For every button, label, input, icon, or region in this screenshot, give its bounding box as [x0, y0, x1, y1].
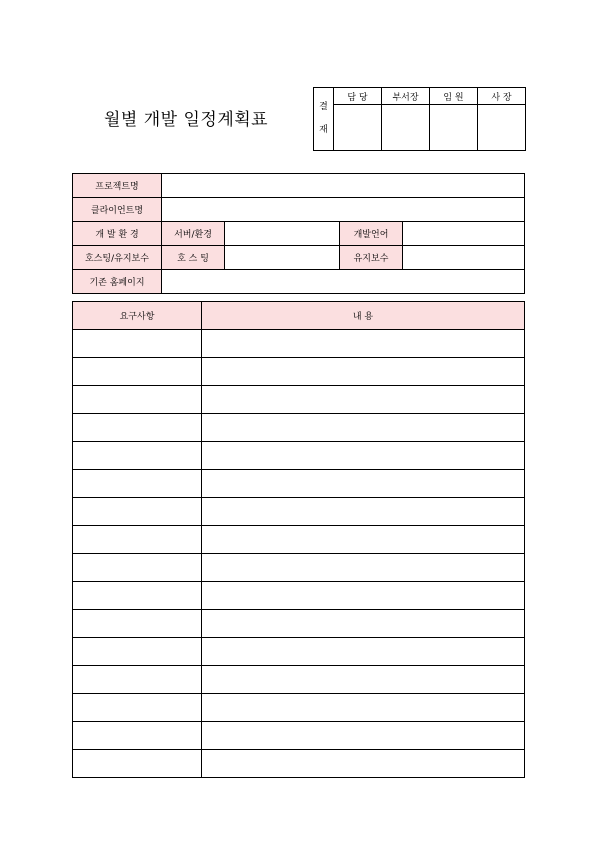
hosting-field[interactable]: [225, 246, 340, 270]
project-info-table: [72, 173, 525, 294]
content-cell[interactable]: [202, 470, 525, 498]
approval-col-dept-head: 부서장: [382, 88, 430, 105]
requirement-cell[interactable]: [73, 358, 202, 386]
dev-lang-label: 개발언어: [340, 222, 403, 246]
requirement-cell[interactable]: [73, 470, 202, 498]
table-row: [73, 666, 525, 694]
content-cell[interactable]: [202, 694, 525, 722]
requirement-cell[interactable]: [73, 330, 202, 358]
client-name-label: 클라이언트명: [73, 198, 162, 222]
content-cell[interactable]: [202, 414, 525, 442]
approval-col-executive: 임 원: [430, 88, 478, 105]
table-row: [73, 722, 525, 750]
requirements-header: 요구사항: [73, 302, 202, 330]
table-row: [73, 470, 525, 498]
project-name-label: 프로젝트명: [73, 174, 162, 198]
requirement-cell[interactable]: [73, 582, 202, 610]
dev-env-label: 개 발 환 경: [73, 222, 162, 246]
requirement-cell[interactable]: [73, 610, 202, 638]
approval-side-bottom: 재: [319, 125, 328, 135]
content-cell[interactable]: [202, 330, 525, 358]
content-cell[interactable]: [202, 526, 525, 554]
requirement-cell[interactable]: [73, 526, 202, 554]
server-env-label: 서버/환경: [162, 222, 225, 246]
approval-stamp-executive[interactable]: [430, 105, 478, 151]
requirements-table: [72, 301, 525, 778]
table-row: [73, 442, 525, 470]
content-cell[interactable]: [202, 442, 525, 470]
table-row: [73, 330, 525, 358]
approval-stamp-president[interactable]: [478, 105, 526, 151]
requirement-cell[interactable]: [73, 554, 202, 582]
client-name-field[interactable]: [162, 198, 525, 222]
table-row: [73, 750, 525, 778]
server-env-field[interactable]: [225, 222, 340, 246]
content-cell[interactable]: [202, 358, 525, 386]
table-row: [73, 610, 525, 638]
table-row: [73, 694, 525, 722]
requirement-cell[interactable]: [73, 750, 202, 778]
content-cell[interactable]: [202, 750, 525, 778]
table-row: [73, 554, 525, 582]
approval-side-top: 결: [319, 102, 328, 112]
approval-stamp-dept-head[interactable]: [382, 105, 430, 151]
content-cell[interactable]: [202, 498, 525, 526]
maintenance-label: 유지보수: [340, 246, 403, 270]
requirement-cell[interactable]: [73, 694, 202, 722]
approval-col-manager: 담 당: [334, 88, 382, 105]
maintenance-field[interactable]: [403, 246, 525, 270]
table-row: [73, 386, 525, 414]
table-row: [73, 582, 525, 610]
table-row: [73, 526, 525, 554]
homepage-field[interactable]: [162, 270, 525, 294]
content-cell[interactable]: [202, 386, 525, 414]
content-cell[interactable]: [202, 638, 525, 666]
content-cell[interactable]: [202, 582, 525, 610]
requirement-cell[interactable]: [73, 414, 202, 442]
requirement-cell[interactable]: [73, 442, 202, 470]
table-row: [73, 638, 525, 666]
content-cell[interactable]: [202, 666, 525, 694]
homepage-label: 기존 홈페이지: [73, 270, 162, 294]
content-header: 내 용: [202, 302, 525, 330]
content-cell[interactable]: [202, 610, 525, 638]
approval-col-president: 사 장: [478, 88, 526, 105]
requirement-cell[interactable]: [73, 722, 202, 750]
approval-side-label: [314, 88, 334, 151]
dev-lang-field[interactable]: [403, 222, 525, 246]
content-cell[interactable]: [202, 554, 525, 582]
page-title: 월별 개발 일정계획표: [104, 110, 269, 130]
requirement-cell[interactable]: [73, 666, 202, 694]
approval-stamp-manager[interactable]: [334, 105, 382, 151]
hosting-label: 호 스 팅: [162, 246, 225, 270]
content-cell[interactable]: [202, 722, 525, 750]
table-row: [73, 358, 525, 386]
hosting-maint-label: 호스팅/유지보수: [73, 246, 162, 270]
table-row: [73, 414, 525, 442]
approval-box: [313, 87, 526, 151]
project-name-field[interactable]: [162, 174, 525, 198]
requirement-cell[interactable]: [73, 386, 202, 414]
requirement-cell[interactable]: [73, 498, 202, 526]
requirement-cell[interactable]: [73, 638, 202, 666]
table-row: [73, 498, 525, 526]
